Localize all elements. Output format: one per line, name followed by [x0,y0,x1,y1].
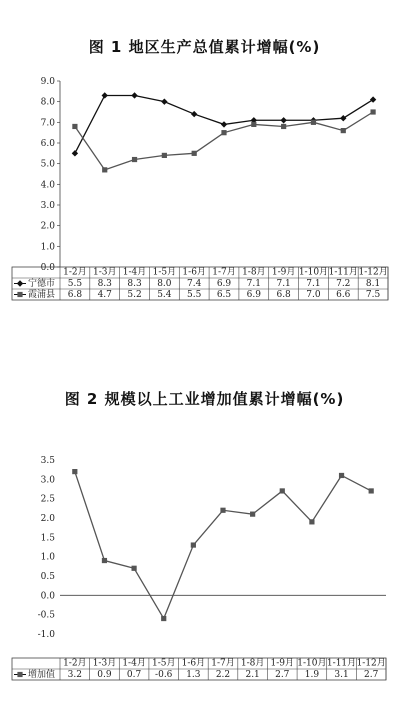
chart-2-data-label: 2.2 [215,670,231,680]
chart-1-data-label: 6.9 [246,290,261,300]
chart-2-category-label: 1-9月 [270,658,295,669]
chart-2-point [339,473,344,478]
chart-2-point [131,566,136,571]
chart-1-point [280,117,286,123]
chart-2-ytick-label: 0.5 [40,572,55,582]
chart-1-data-label: 7.1 [246,279,261,289]
chart-1-data-label: 7.2 [336,279,351,289]
chart-1-ytick-label: 4.0 [40,180,55,191]
chart-1-point [132,157,137,162]
chart-1-category-label: 1-3月 [92,267,117,278]
chart-1-point [221,121,227,127]
chart-2-ytick-label: 1.0 [40,552,55,563]
chart-1-point [340,115,346,121]
chart-1-point [221,130,226,135]
chart-1-point [131,92,137,98]
chart-1-category-label: 1-2月 [63,267,87,278]
chart-1-point [281,124,286,129]
chart-1-data-label: 8.3 [127,279,142,289]
chart-2-data-label: 1.9 [304,670,320,680]
chart-1-ytick-label: 3.0 [40,201,55,211]
chart-1-data-label: 5.5 [187,290,202,300]
chart-2-category-label: 1-4月 [122,658,146,669]
chart-2-data-label: 2.7 [275,670,290,680]
chart-2-legend-label: 增加值 [28,670,56,680]
chart-2-point [161,616,166,621]
chart-1-data-label: 8.1 [365,279,381,289]
chart-1-point [162,153,167,158]
chart-1-data-label: 7.1 [306,279,321,289]
chart-1-series-line [75,112,373,170]
chart-1-data-label: 6.8 [67,290,83,300]
chart-2-category-label: 1-6月 [181,658,206,669]
chart-1-data-label: 8.0 [157,279,172,289]
chart-1-category-label: 1-4月 [122,267,147,278]
chart-1-data-label: 4.7 [97,290,112,300]
chart-1-point [341,128,346,133]
chart-1-point [102,92,108,98]
chart-1-category-label: 1-9月 [271,267,296,278]
chart-2-data-label: -0.6 [155,670,173,680]
chart-1-point [251,122,256,127]
chart-1-data-label: 5.2 [127,290,142,300]
chart-1-data-label: 7.4 [187,279,202,289]
chart-1-data-label: 5.5 [67,279,83,289]
chart-2-point [102,558,107,563]
chart-1-point [161,98,167,104]
chart-1-legend-marker [17,280,23,286]
chart-2-ytick-label: -0.5 [37,610,55,621]
chart-1-data-label: 7.1 [276,279,291,289]
chart-1-point [191,111,197,117]
chart-1-svg [0,66,409,316]
chart-2-ytick-label: 3.0 [40,475,55,486]
chart-1-data-label: 6.6 [336,290,351,300]
chart-1-legend-label: 霞浦县 [28,290,56,300]
chart-1-point [72,150,78,156]
chart-2-category-label: 1-10月 [297,658,327,669]
chart-1-data-label: 5.4 [157,290,172,300]
chart-2-ytick-label: -1.0 [37,630,55,640]
chart-1-data-label: 8.3 [97,279,112,289]
chart-2-data-label: 0.7 [126,670,142,680]
chart-1-data-label: 7.0 [306,290,321,300]
chart-1-ytick-label: 7.0 [40,118,55,129]
chart-2-ytick-label: 1.5 [40,533,55,544]
chart-2-series-line [75,472,371,619]
chart-1-category-label: 1-10月 [298,267,329,278]
chart-2-data-label: 2.1 [245,670,260,680]
chart-1-category-label: 1-6月 [182,267,206,278]
chart-2-point [280,488,285,493]
chart-2-category-label: 1-12月 [356,658,386,669]
chart-1-category-label: 1-7月 [212,267,236,278]
chart-2-point [220,508,225,513]
chart-1-category-label: 1-12月 [358,267,388,278]
chart-1-legend-marker [17,292,22,297]
chart-1-data-label: 7.5 [365,290,381,300]
chart-2-category-label: 1-11月 [326,658,357,669]
chart-1-ytick-label: 0.0 [40,263,55,273]
chart-1-category-label: 1-11月 [328,267,358,278]
chart-1-legend-label: 宁德市 [28,279,56,289]
chart-2-ytick-label: 3.5 [40,456,55,466]
chart-2-ytick-label: 2.5 [40,494,55,505]
chart-2-category-label: 1-3月 [92,658,117,669]
chart-1-data-label: 6.9 [216,279,232,289]
chart-2-category-label: 1-7月 [211,658,235,669]
chart-2-point [250,512,255,517]
chart-2-data-label: 2.7 [364,670,379,680]
chart-1-point [370,96,376,102]
chart-2-point [191,542,196,547]
chart-2-ytick-label: 2.0 [40,514,55,524]
chart-1-category-label: 1-5月 [152,267,177,278]
chart-2-svg [0,450,409,704]
chart-2-point [309,519,314,524]
chart-1-point [370,109,375,114]
chart-2-data-label: 3.1 [334,670,349,680]
chart-1-point [102,167,107,172]
chart-2-category-label: 1-2月 [63,658,87,669]
chart-2-point [369,488,374,493]
chart-2-point [72,469,77,474]
chart-1-point [192,151,197,156]
chart-1-title: 图 1 地区生产总值累计增幅(%) [88,38,321,56]
chart-1-data-label: 6.8 [276,290,291,300]
chart-1-ytick-label: 2.0 [40,221,55,232]
chart-2-data-label: 0.9 [97,670,112,680]
chart-2-category-label: 1-5月 [151,658,176,669]
chart-1-ytick-label: 6.0 [40,139,55,149]
chart-1-ytick-label: 1.0 [40,242,55,253]
chart-2-category-label: 1-8月 [240,658,265,669]
chart-2-data-label: 3.2 [67,670,82,680]
chart-1-ytick-label: 8.0 [40,97,55,108]
chart-2-ytick-label: 0.0 [40,591,55,602]
chart-1-point [72,124,77,129]
chart-2-data-label: 1.3 [186,670,201,680]
chart-1-ytick-label: 5.0 [40,159,55,170]
chart-2-title: 图 2 规模以上工业增加值累计增幅(%) [64,390,345,408]
chart-1-point [311,120,316,125]
chart-1-data-label: 6.5 [216,290,232,300]
chart-1-ytick-label: 9.0 [40,77,55,87]
chart-1-category-label: 1-8月 [242,267,266,278]
chart-2-legend-marker [17,672,22,677]
